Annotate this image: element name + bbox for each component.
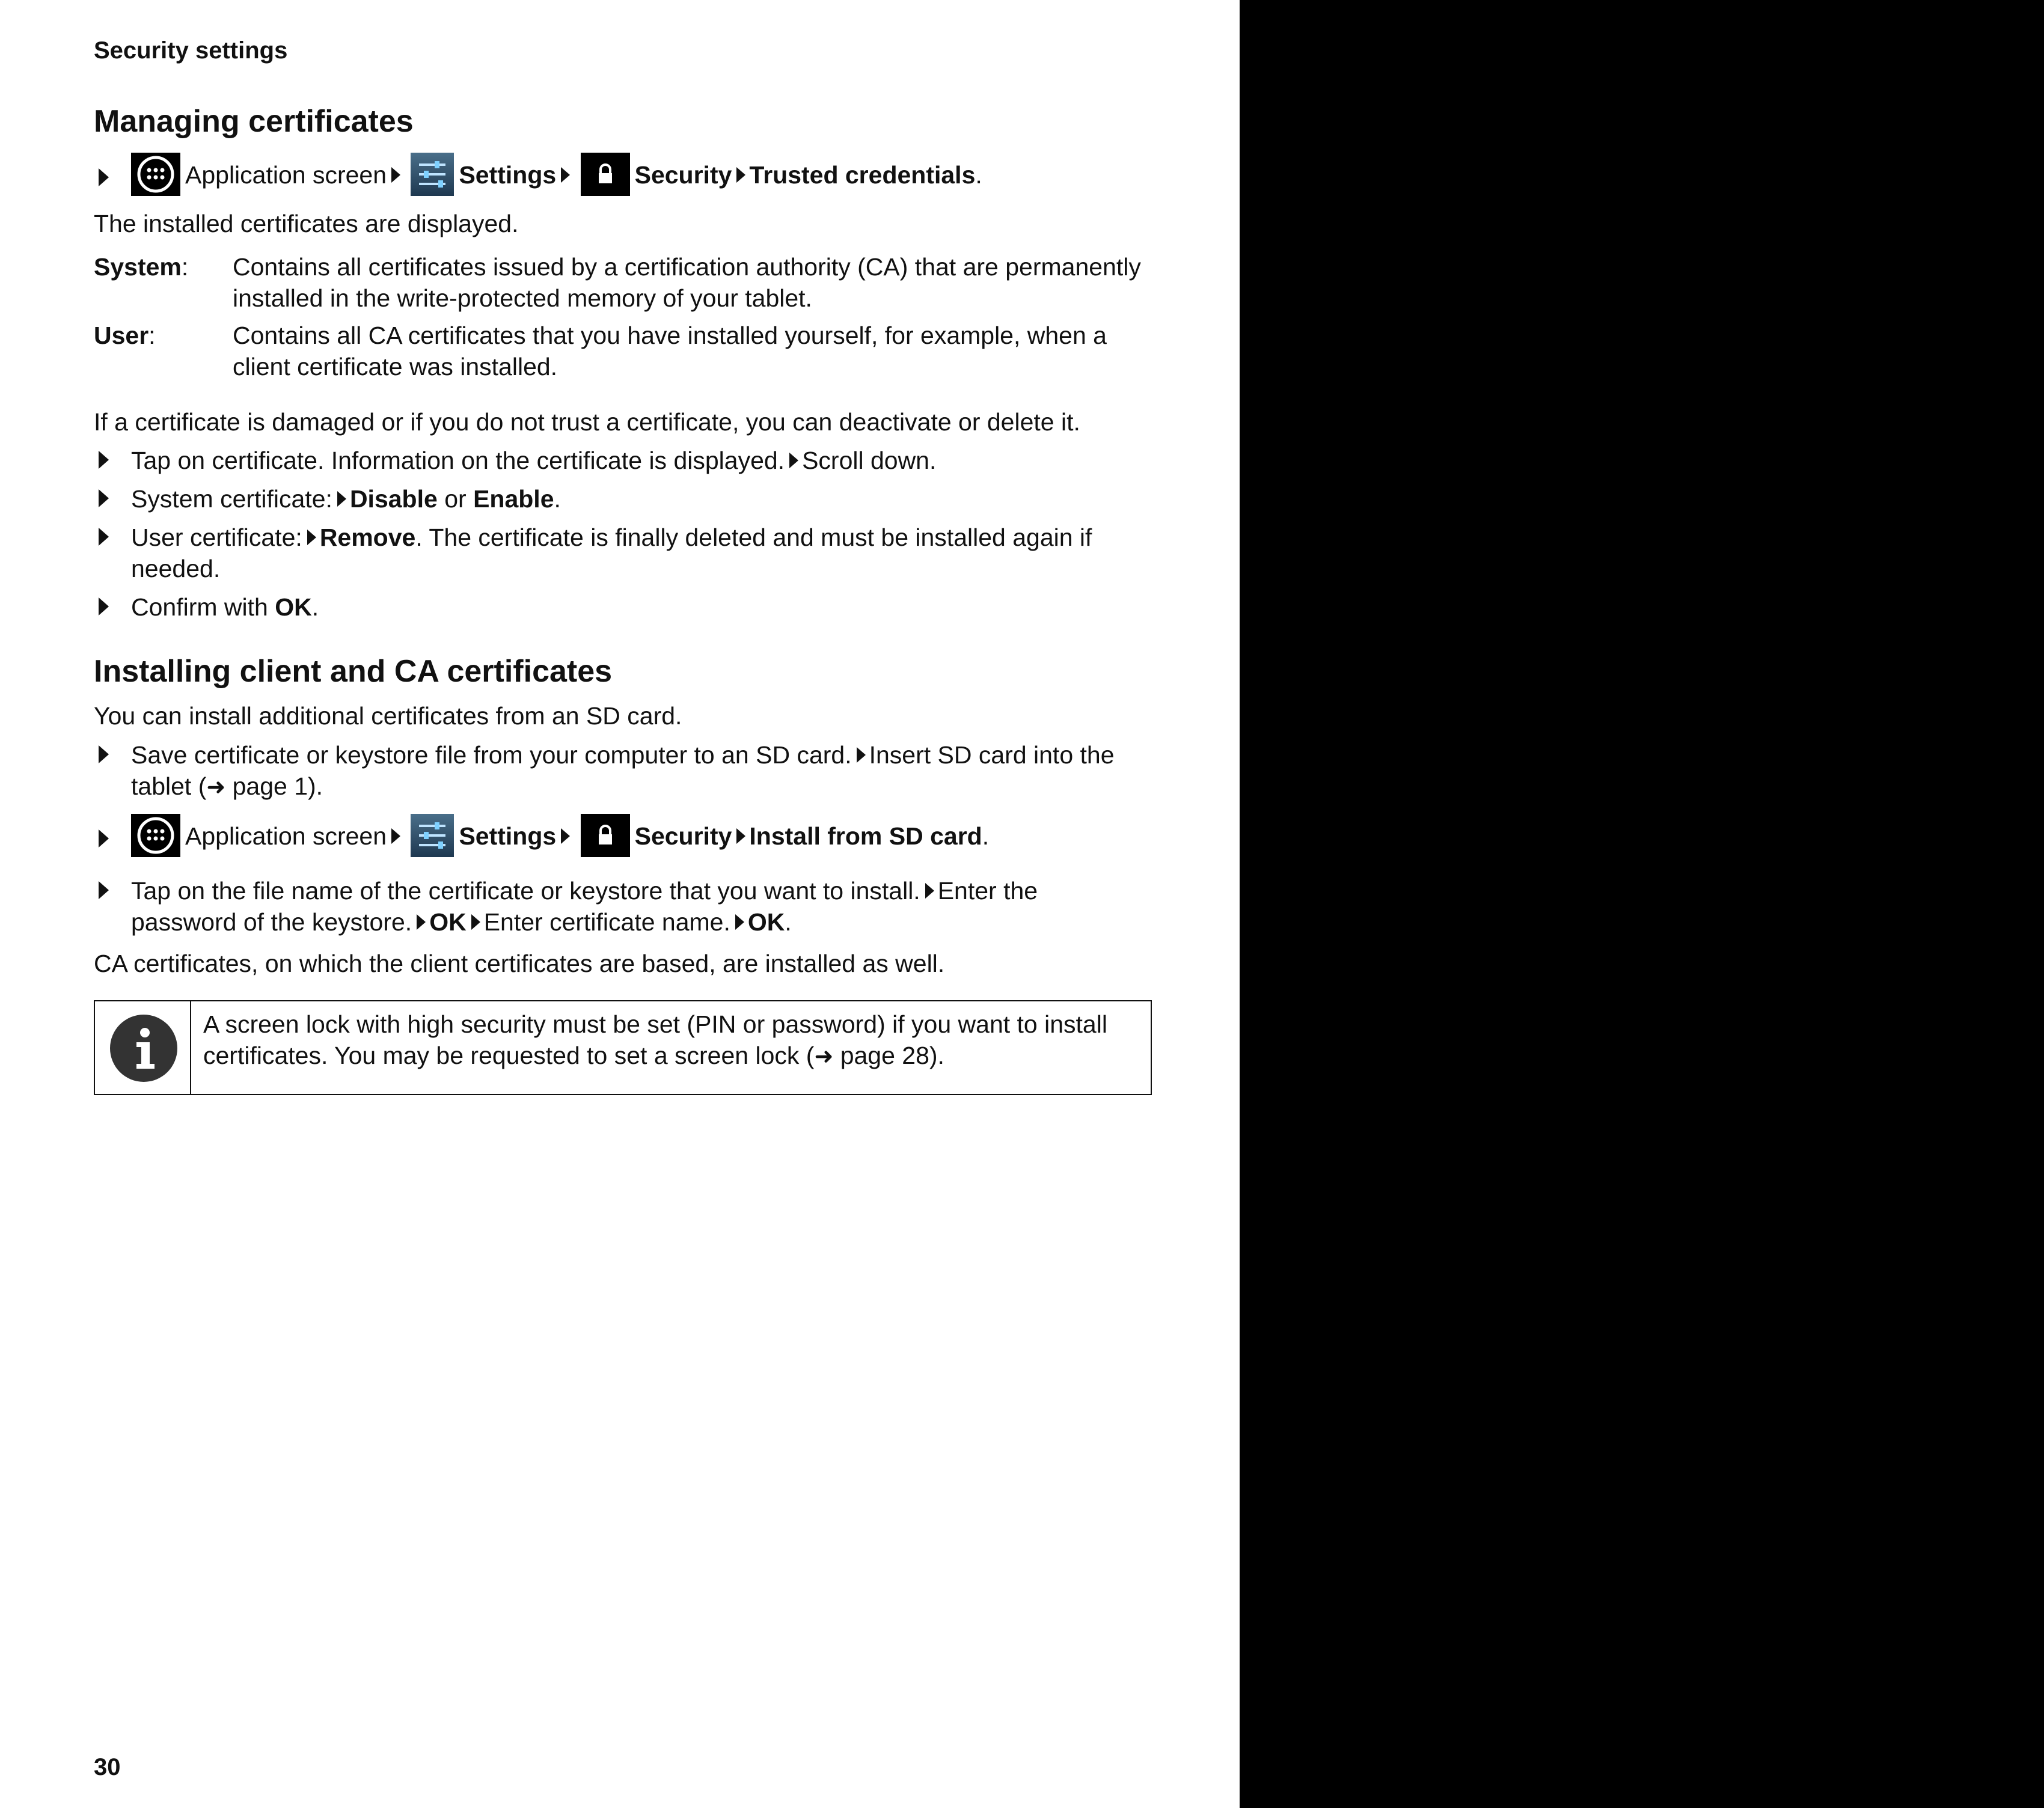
step-user-certificate-cont: needed.	[131, 555, 221, 582]
settings-icon	[411, 153, 454, 196]
path-arrow	[561, 828, 570, 844]
nav-security-label: Security	[634, 822, 732, 850]
step-bullet	[99, 528, 109, 546]
running-header: Security settings	[94, 37, 288, 64]
settings-icon	[411, 814, 454, 857]
path-arrow	[391, 828, 400, 844]
step-save-certificate-cont: tablet (➜ page 1).	[131, 772, 323, 800]
definition-user-line2: client certificate was installed.	[233, 353, 558, 380]
step-bullet	[99, 168, 109, 186]
nav-path-trusted: Application screen Settings Security Trusted credentials.	[131, 155, 982, 198]
nav-security-label: Security	[634, 160, 732, 189]
step-user-certificate: User certificate: Remove. The certificate is finally deleted and must be installed again if	[131, 524, 1092, 551]
nav-settings-label: Settings	[459, 160, 557, 189]
info-note-text: A screen lock with high security must be set (PIN or password) if you want to install certificates. You may be requested to set a screen lock (➜ page 28).	[203, 1010, 1107, 1069]
nav-app-label: Application screen	[185, 160, 387, 189]
arrow-right-icon: ➜	[206, 775, 226, 800]
info-divider	[190, 1001, 191, 1094]
step-bullet	[99, 451, 109, 469]
intro-text: The installed certificates are displayed.	[94, 210, 519, 237]
definition-system-line1: Contains all certificates issued by a certification authority (CA) that are permanently	[233, 253, 1141, 281]
step-tap-file: Tap on the file name of the certificate or keystore that you want to install. Enter the	[131, 877, 1038, 905]
step-bullet	[99, 745, 109, 763]
step-confirm: Confirm with OK.	[131, 593, 319, 621]
step-save-certificate: Save certificate or keystore file from your computer to an SD card. Insert SD card into the	[131, 741, 1115, 769]
deactivate-paragraph: If a certificate is damaged or if you do not trust a certificate, you can deactivate or delete it.	[94, 408, 1080, 436]
step-bullet	[99, 597, 109, 615]
path-arrow	[736, 167, 745, 183]
step-tap-file-cont: password of the keystore. OK Enter certificate name. OK.	[131, 908, 792, 936]
path-arrow	[561, 167, 570, 183]
closing-paragraph: CA certificates, on which the client certificates are based, are installed as well.	[94, 950, 945, 977]
definition-term-user: User:	[94, 322, 156, 349]
section-title-managing: Managing certificates	[94, 104, 414, 139]
info-note-box	[94, 1000, 1152, 1095]
section-title-installing: Installing client and CA certificates	[94, 654, 613, 689]
black-margin	[1240, 0, 2044, 1808]
step-bullet	[99, 489, 109, 507]
nav-settings-label: Settings	[459, 822, 557, 850]
info-icon	[110, 1015, 177, 1082]
arrow-right-icon: ➜	[814, 1044, 834, 1069]
definition-user-line1: Contains all CA certificates that you have installed yourself, for example, when a	[233, 322, 1107, 349]
lock-icon	[581, 153, 630, 196]
definition-term-system: System:	[94, 253, 189, 281]
step-tap-certificate: Tap on certificate. Information on the certificate is displayed. Scroll down.	[131, 447, 937, 474]
path-arrow	[736, 828, 745, 844]
install-intro: You can install additional certificates from an SD card.	[94, 702, 682, 730]
path-arrow	[391, 167, 400, 183]
step-bullet	[99, 829, 109, 848]
definition-system-line2: installed in the write-protected memory of your tablet.	[233, 284, 812, 312]
step-bullet	[99, 881, 109, 899]
lock-icon	[581, 814, 630, 857]
nav-trusted-label: Trusted credentials	[749, 160, 976, 189]
step-system-certificate: System certificate: Disable or Enable.	[131, 485, 561, 513]
application-screen-icon	[131, 814, 180, 857]
nav-app-label: Application screen	[185, 822, 387, 850]
application-screen-icon	[131, 153, 180, 196]
page-number: 30	[94, 1754, 121, 1780]
nav-path-install: Application screen Settings Security Install from SD card.	[131, 816, 989, 860]
nav-install-label: Install from SD card	[749, 822, 982, 850]
